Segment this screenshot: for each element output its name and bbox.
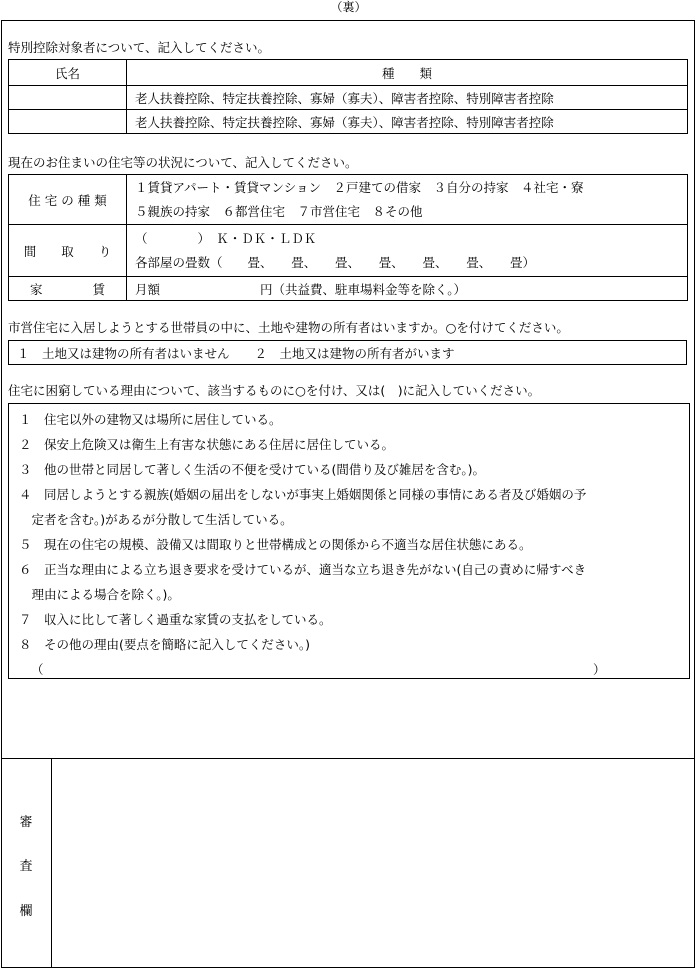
other-reason-open-paren: （ — [31, 662, 44, 677]
housing-options-line1: １賃貸アパート・賃貸マンション ２戸建ての借家 ３自分の持家 ４社宅・寮 — [135, 179, 584, 195]
layout-line1: （ ） Ｋ・ＤＫ・ＬＤＫ — [135, 230, 317, 246]
reason-5[interactable]: ５ 現在の住宅の規模、設備又は間取りと世帯構成との関係から不適当な居住状態にある。 — [19, 537, 532, 552]
other-reason-close-paren: ） — [593, 662, 606, 677]
hardship-reasons-box — [8, 403, 690, 679]
housing-type-options[interactable] — [127, 175, 688, 225]
rent-field[interactable]: 月額 円（共益費、駐車場料金等を除く。） — [127, 277, 688, 301]
special-deduction-table — [8, 59, 688, 134]
page-side-label: （裏） — [330, 0, 367, 14]
reason-4-line2: 定者を含む。)があるが分散して生活している。 — [19, 512, 293, 527]
reason-7[interactable]: ７ 収入に比して著しく過重な家賃の支払をしている。 — [19, 612, 332, 627]
layout-line2: 各部屋の畳数（ 畳、 畳、 畳、 畳、 畳、 畳、 畳） — [135, 254, 536, 270]
owner-options[interactable]: １ 土地又は建物の所有者はいません ２ 土地又は建物の所有者がいます — [9, 341, 687, 365]
rent-label: 家 賃 — [9, 277, 127, 301]
review-section — [1, 758, 695, 969]
review-field[interactable] — [52, 759, 694, 968]
reason-6-line1[interactable]: ６ 正当な理由による立ち退き要求を受けているが、適当な立ち退き先がない(自己の責めに帰すべき — [19, 562, 587, 577]
review-label-char-1: 審 — [19, 815, 33, 830]
review-label-char-2: 査 — [19, 859, 33, 874]
section2-heading: 現在のお住まいの住宅等の状況について、記入してください。 — [8, 155, 358, 170]
other-reason-input[interactable] — [49, 658, 589, 676]
col-header-name: 氏名 — [9, 60, 127, 86]
section4-heading: 住宅に困窮している理由について、該当するものに○を付け、又は( )に記入していください。 — [8, 383, 541, 398]
reason-2[interactable]: ２ 保安上危険又は衛生上有害な状態にある住居に居住している。 — [19, 437, 395, 452]
row2-name-field[interactable] — [9, 110, 127, 134]
housing-status-table — [8, 174, 688, 301]
review-label-char-3: 欄 — [19, 904, 33, 919]
col-header-kind: 種 類 — [127, 60, 688, 86]
section1-heading: 特別控除対象者について、記入してください。 — [8, 40, 271, 55]
row2-kind-options[interactable]: 老人扶養控除、特定扶養控除、寡婦（寡夫）、障害者控除、特別障害者控除 — [127, 110, 688, 134]
review-label-column — [1, 759, 52, 968]
reason-6-line2: 理由による場合を除く。)。 — [19, 587, 180, 602]
reason-8[interactable]: ８ その他の理由(要点を簡略に記入してください。) — [19, 637, 311, 652]
reason-4-line1[interactable]: ４ 同居しようとする親族(婚姻の届出をしないが事実上婚姻関係と同様の事情にある者及び婚姻の予 — [19, 487, 587, 502]
reason-1[interactable]: １ 住宅以外の建物又は場所に居住している。 — [19, 412, 282, 427]
reason-3[interactable]: ３ 他の世帯と同居して著しく生活の不便を受けている(間借り及び雑居を含む。)。 — [19, 462, 486, 477]
housing-type-label: 住 宅 の 種 類 — [9, 175, 127, 225]
owner-status-table — [8, 340, 687, 365]
row1-kind-options[interactable]: 老人扶養控除、特定扶養控除、寡婦（寡夫）、障害者控除、特別障害者控除 — [127, 86, 688, 110]
layout-field[interactable] — [127, 225, 688, 277]
section3-heading: 市営住宅に入居しようとする世帯員の中に、土地や建物の所有者はいますか。○を付けてください。 — [8, 320, 569, 335]
layout-label: 間 取 り — [9, 225, 127, 277]
row1-name-field[interactable] — [9, 86, 127, 110]
housing-options-line2: ５親族の持家 ６都営住宅 ７市営住宅 ８その他 — [135, 203, 423, 219]
